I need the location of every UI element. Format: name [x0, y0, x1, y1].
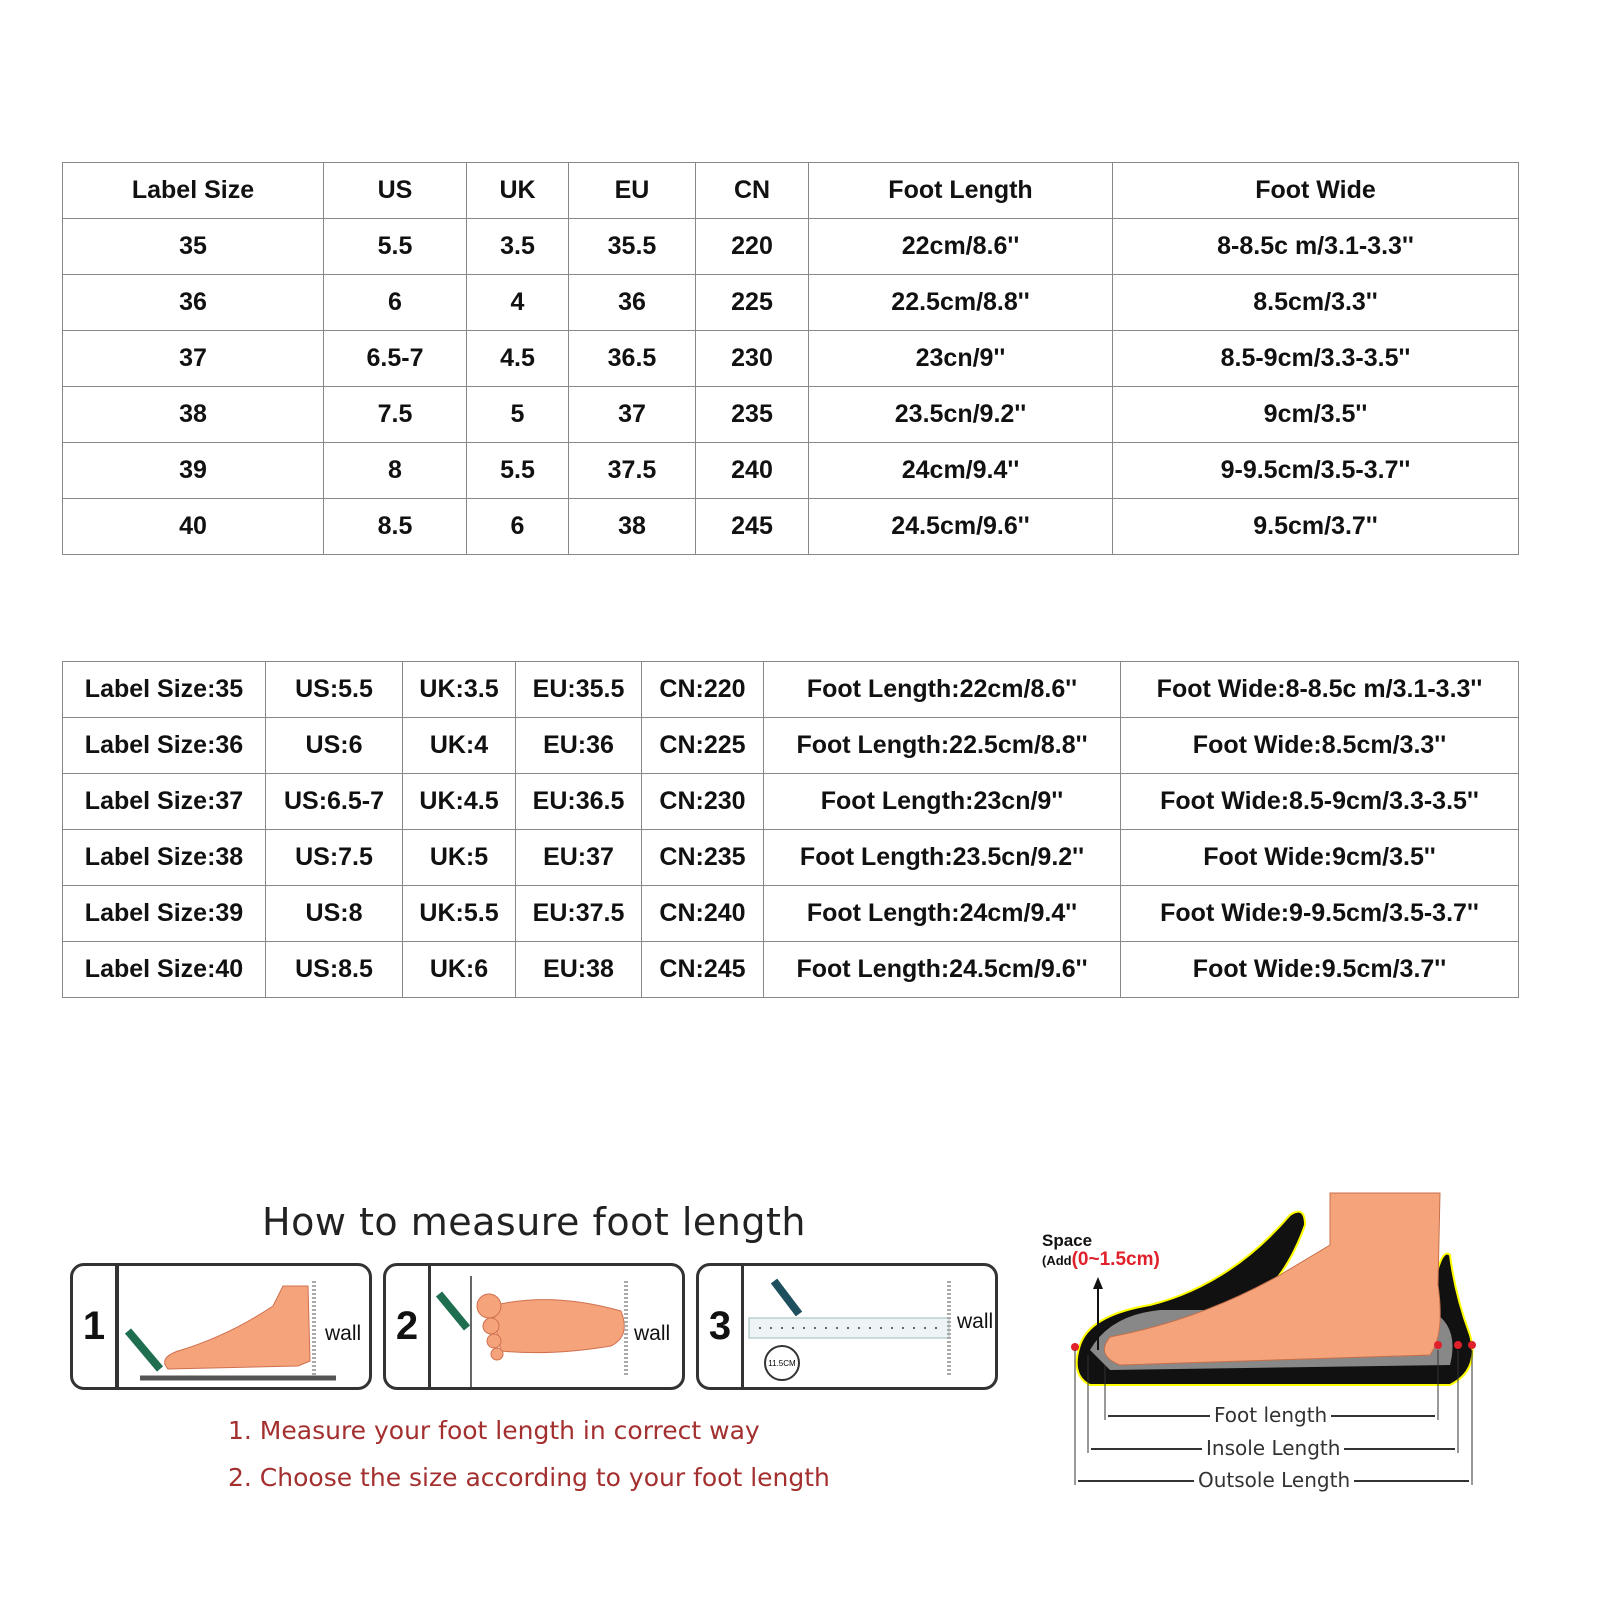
- table-cell: UK:5.5: [403, 886, 516, 942]
- table-cell: EU:37: [516, 830, 642, 886]
- table-row: [63, 499, 1519, 555]
- table-row: [63, 443, 1519, 499]
- add-value: (0~1.5cm): [1071, 1249, 1160, 1270]
- table-cell: 23.5cn/9.2'': [809, 387, 1113, 443]
- insole-length-label: Insole Length: [1202, 1436, 1344, 1460]
- table-cell: EU:38: [516, 942, 642, 998]
- step-number: 3: [699, 1266, 744, 1387]
- table-cell: UK:6: [403, 942, 516, 998]
- table-cell: 39: [63, 443, 324, 499]
- table-row: [63, 275, 1519, 331]
- table-cell: 35: [63, 219, 324, 275]
- table-cell: 38: [63, 387, 324, 443]
- table-cell: US:6: [266, 718, 403, 774]
- table-row: [63, 662, 1519, 718]
- instruction-1: 1. Measure your foot length in correct way: [228, 1416, 760, 1445]
- size-chart-labeled-table: [62, 661, 1519, 998]
- wall-label: wall: [957, 1310, 994, 1333]
- table-cell: CN:230: [642, 774, 764, 830]
- table-cell: Foot Wide: [1113, 163, 1519, 219]
- table-cell: 36.5: [569, 331, 696, 387]
- size-chart-table: [62, 162, 1519, 555]
- table-cell: EU:35.5: [516, 662, 642, 718]
- table-cell: 37: [63, 331, 324, 387]
- table-cell: US:8: [266, 886, 403, 942]
- space-add-label: [1042, 1249, 1160, 1271]
- instruction-2: 2. Choose the size according to your foot length: [228, 1463, 830, 1492]
- table-cell: 6.5-7: [324, 331, 467, 387]
- table-cell: 37.5: [569, 443, 696, 499]
- table-cell: US: [324, 163, 467, 219]
- table-cell: EU:37.5: [516, 886, 642, 942]
- table-cell: Label Size:35: [63, 662, 266, 718]
- table-cell: 38: [569, 499, 696, 555]
- wall-label: wall: [325, 1322, 362, 1345]
- table-cell: Foot Length:24cm/9.4'': [764, 886, 1121, 942]
- table-cell: Foot Length: [809, 163, 1113, 219]
- table-cell: 4.5: [467, 331, 569, 387]
- table-cell: EU:36.5: [516, 774, 642, 830]
- table-cell: 9cm/3.5'': [1113, 387, 1519, 443]
- table-cell: CN:220: [642, 662, 764, 718]
- table-cell: Label Size:40: [63, 942, 266, 998]
- table-row: [63, 942, 1519, 998]
- measure-step-2: [383, 1263, 685, 1390]
- table-cell: CN:225: [642, 718, 764, 774]
- table-cell: Label Size:37: [63, 774, 266, 830]
- shoe-length-diagram: [1030, 1185, 1500, 1505]
- table-cell: UK:5: [403, 830, 516, 886]
- table-row: [63, 219, 1519, 275]
- table-cell: 9-9.5cm/3.5-3.7'': [1113, 443, 1519, 499]
- table-cell: 22cm/8.6'': [809, 219, 1113, 275]
- outsole-length-label: Outsole Length: [1194, 1468, 1354, 1492]
- table-cell: 8.5-9cm/3.3-3.5'': [1113, 331, 1519, 387]
- measure-title: How to measure foot length: [262, 1200, 806, 1244]
- table-row: [63, 331, 1519, 387]
- table-cell: 22.5cm/8.8'': [809, 275, 1113, 331]
- table-cell: 220: [696, 219, 809, 275]
- table-cell: 36: [569, 275, 696, 331]
- table-cell: 6: [324, 275, 467, 331]
- table-cell: CN:235: [642, 830, 764, 886]
- measure-step-1: [70, 1263, 372, 1390]
- table-cell: 6: [467, 499, 569, 555]
- table-cell: US:6.5-7: [266, 774, 403, 830]
- space-label: Space: [1042, 1231, 1093, 1250]
- table-cell: Label Size:39: [63, 886, 266, 942]
- table-cell: 235: [696, 387, 809, 443]
- step-number: 1: [73, 1266, 118, 1387]
- table-cell: Foot Length:24.5cm/9.6'': [764, 942, 1121, 998]
- step-number: 2: [386, 1266, 431, 1387]
- table-cell: 245: [696, 499, 809, 555]
- table-row: [63, 830, 1519, 886]
- table-cell: 24cm/9.4'': [809, 443, 1113, 499]
- table-cell: 8-8.5c m/3.1-3.3'': [1113, 219, 1519, 275]
- table-cell: 40: [63, 499, 324, 555]
- table-cell: Foot Length:23.5cn/9.2'': [764, 830, 1121, 886]
- wall-label: wall: [634, 1322, 671, 1345]
- table-cell: Foot Wide:8.5cm/3.3'': [1121, 718, 1519, 774]
- table-cell: 24.5cm/9.6'': [809, 499, 1113, 555]
- table-cell: UK:4.5: [403, 774, 516, 830]
- table-cell: 8.5cm/3.3'': [1113, 275, 1519, 331]
- table-cell: Foot Wide:8-8.5c m/3.1-3.3'': [1121, 662, 1519, 718]
- table-cell: Foot Length:22cm/8.6'': [764, 662, 1121, 718]
- table-cell: 9.5cm/3.7'': [1113, 499, 1519, 555]
- table-cell: Label Size: [63, 163, 324, 219]
- table-cell: CN: [696, 163, 809, 219]
- table-cell: US:7.5: [266, 830, 403, 886]
- measure-step-3: [696, 1263, 998, 1390]
- table-cell: UK: [467, 163, 569, 219]
- table-cell: 5.5: [467, 443, 569, 499]
- table-row: [63, 718, 1519, 774]
- table-cell: Label Size:38: [63, 830, 266, 886]
- table-cell: 3.5: [467, 219, 569, 275]
- table-cell: Foot Length:22.5cm/8.8'': [764, 718, 1121, 774]
- table-cell: 37: [569, 387, 696, 443]
- table-cell: 8.5: [324, 499, 467, 555]
- foot-length-label: Foot length: [1210, 1403, 1331, 1427]
- table-cell: 5.5: [324, 219, 467, 275]
- table-cell: 4: [467, 275, 569, 331]
- table-cell: Foot Wide:9cm/3.5'': [1121, 830, 1519, 886]
- table-cell: 36: [63, 275, 324, 331]
- table-cell: Foot Wide:8.5-9cm/3.3-3.5'': [1121, 774, 1519, 830]
- table-cell: EU:36: [516, 718, 642, 774]
- table-cell: EU: [569, 163, 696, 219]
- table-cell: CN:240: [642, 886, 764, 942]
- table-cell: 225: [696, 275, 809, 331]
- table-row: [63, 774, 1519, 830]
- table-row: [63, 387, 1519, 443]
- table-cell: Foot Length:23cn/9'': [764, 774, 1121, 830]
- table-cell: 23cn/9'': [809, 331, 1113, 387]
- add-prefix: (Add: [1042, 1253, 1072, 1268]
- table-cell: 35.5: [569, 219, 696, 275]
- table-cell: CN:245: [642, 942, 764, 998]
- table-cell: UK:3.5: [403, 662, 516, 718]
- table-header-row: [63, 163, 1519, 219]
- table-cell: 7.5: [324, 387, 467, 443]
- table-cell: Foot Wide:9.5cm/3.7'': [1121, 942, 1519, 998]
- table-cell: Label Size:36: [63, 718, 266, 774]
- table-row: [63, 886, 1519, 942]
- table-cell: US:5.5: [266, 662, 403, 718]
- table-cell: 8: [324, 443, 467, 499]
- table-cell: 230: [696, 331, 809, 387]
- table-cell: 240: [696, 443, 809, 499]
- ruler-measure-label: 11.5CM: [768, 1359, 796, 1368]
- table-cell: Foot Wide:9-9.5cm/3.5-3.7'': [1121, 886, 1519, 942]
- table-cell: 5: [467, 387, 569, 443]
- table-cell: UK:4: [403, 718, 516, 774]
- table-cell: US:8.5: [266, 942, 403, 998]
